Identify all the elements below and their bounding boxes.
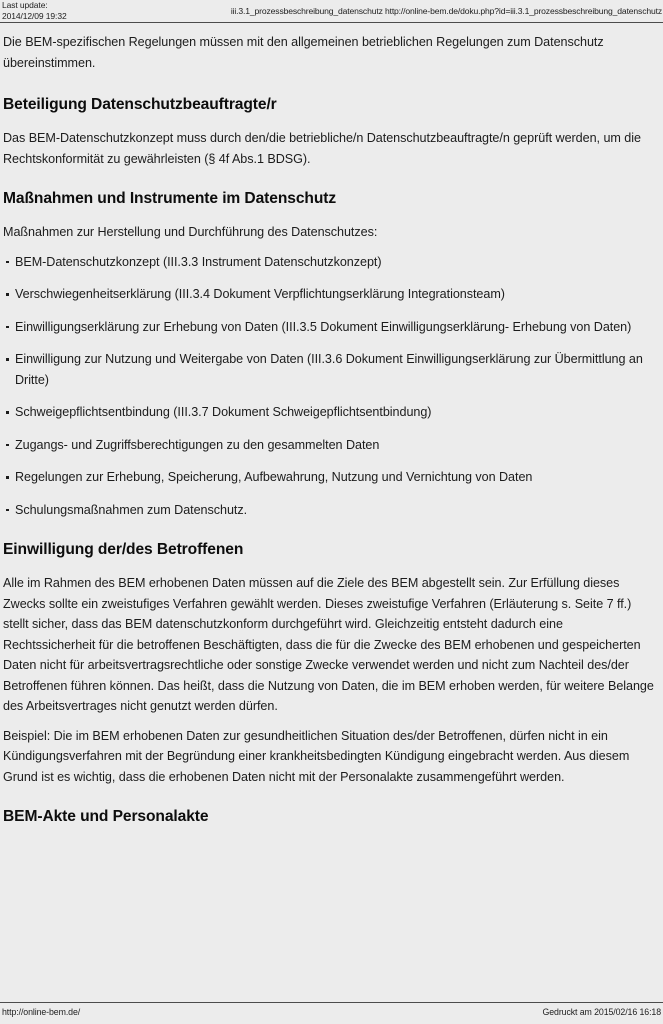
list-item-text: BEM-Datenschutzkonzept (III.3.3 Instrument Datenschutzkonzept) <box>15 254 382 269</box>
intro-paragraph: Die BEM-spezifischen Regelungen müssen mit den allgemeinen betrieblichen Regelungen zum Datenschutz übereinstimmen. <box>3 35 604 70</box>
last-update-block <box>2 0 67 21</box>
einwilligung-paragraph-1: Alle im Rahmen des BEM erhobenen Daten müssen auf die Ziele des BEM abgestellt sein. Zur Erfüllung dieses Zwecks sollte ein zweistufiges Verfahren gewählt werden. Dieses zweistufige Verfahren (Erläuterung s. Seite 7 ff.) stellt sicher, dass das BEM datenschutzkonform durchgeführt wird. Gleichzeitig entsteht dadurch eine Rechtssicherheit für die betroffenen Beschäftigten, dass die für die Zwecke des BEM erhobenen und gespeicherten Daten nicht für arbeitsvertragsrechtliche oder sonstige Zwecke verwendet werden und nicht zum Nachteil des/der Betroffenen führen können. Das heißt, dass die Nutzung von Daten, die im BEM erhoben werden, für weitere Belange des Arbeitsvertrages nicht genutzt werden dürfen. <box>3 576 654 713</box>
einwilligung-paragraph-2: Beispiel: Die im BEM erhobenen Daten zur gesundheitlichen Situation des/der Betroffenen, dürfen nicht in ein Kündigungsverfahren mit der Begründung einer krankheitsbedingten Kündigung eingebracht werden. Aus diesem Grund ist es wichtig, dass die erhobenen Daten nicht mit der Personalakte zusammengeführt werden. <box>3 728 630 784</box>
massnahmen-bullet-list <box>3 252 657 521</box>
section-heading-einwilligung: Einwilligung der/des Betroffenen <box>3 541 244 558</box>
massnahmen-lead-in: Maßnahmen zur Herstellung und Durchführung des Datenschutzes: <box>3 225 378 239</box>
list-item <box>3 284 657 305</box>
page-header <box>0 0 663 23</box>
list-item-text: Regelungen zur Erhebung, Speicherung, Aufbewahrung, Nutzung und Vernichtung von Daten <box>15 470 533 484</box>
footer-site-url[interactable]: http://online-bem.de/ <box>2 1007 81 1017</box>
section-paragraph-beteiligung: Das BEM-Datenschutzkonzept muss durch den/die betriebliche/n Datenschutzbeauftragte/n geprüft werden, um die Rechtskonformität zu gewährleisten (§ 4f Abs.1 BDSG). <box>3 131 641 166</box>
section-heading-massnahmen: Maßnahmen und Instrumente im Datenschutz <box>3 190 337 207</box>
section-heading-bem-akte: BEM-Akte und Personalakte <box>3 808 209 825</box>
list-item <box>3 467 657 488</box>
last-update-label: Last update: <box>2 0 48 10</box>
list-item <box>3 435 657 456</box>
last-update-value: 2014/12/09 19:32 <box>2 10 67 21</box>
list-item <box>3 252 657 273</box>
page-footer <box>0 1002 663 1024</box>
list-item-text: Verschwiegenheitserklärung (III.3.4 Dokument Verpflichtungserklärung Integrationsteam) <box>15 287 505 301</box>
list-item-text: Zugangs- und Zugriffsberechtigungen zu den gesammelten Daten <box>15 437 380 452</box>
list-item-text: Schulungsmaßnahmen zum Datenschutz. <box>15 502 248 517</box>
list-item-text: Schweigepflichtsentbindung (III.3.7 Dokument Schweigepflichtsentbindung) <box>15 405 432 419</box>
footer-print-timestamp: Gedruckt am 2015/02/16 16:18 <box>542 1007 661 1017</box>
list-item-text: Einwilligung zur Nutzung und Weitergabe von Daten (III.3.6 Dokument Einwilligungserklärung zur Übermittlung an Dritte) <box>15 352 643 387</box>
document-path-url: iii.3.1_prozessbeschreibung_datenschutz http://online-bem.de/doku.php?id=iii.3.1_prozessbeschreibung_datenschutz <box>230 6 662 16</box>
list-item <box>3 500 657 521</box>
section-heading-beteiligung: Beteiligung Datenschutzbeauftragte/r <box>3 96 277 113</box>
list-item <box>3 349 657 390</box>
list-item <box>3 317 657 338</box>
list-item-text: Einwilligungserklärung zur Erhebung von Daten (III.3.5 Dokument Einwilligungserklärung- Erhebung von Daten) <box>15 319 632 334</box>
page-content <box>0 23 663 1002</box>
list-item <box>3 402 657 423</box>
